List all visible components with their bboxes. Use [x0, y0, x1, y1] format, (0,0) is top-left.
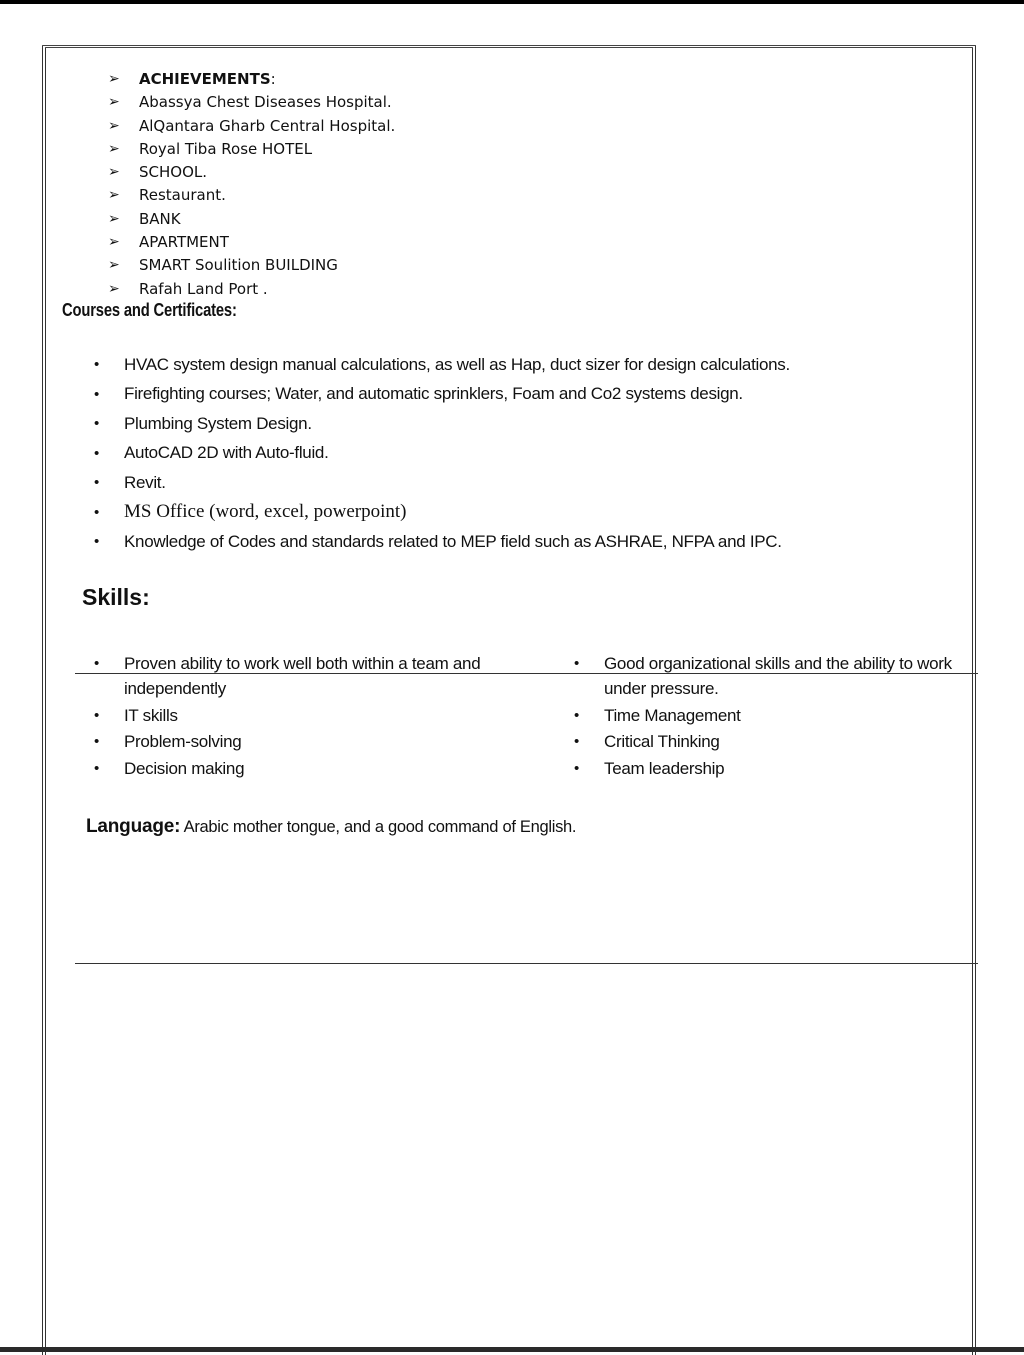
round-bullet-icon: •: [94, 356, 99, 374]
skills-heading: Skills:: [82, 584, 150, 610]
course-item: [90, 498, 790, 528]
skills-left-column: [90, 651, 484, 782]
achievements-heading-text: ACHIEVEMENTS: [139, 70, 271, 88]
course-item: [90, 527, 790, 557]
round-bullet-icon: •: [94, 385, 99, 403]
course-item: [90, 380, 790, 410]
viewer-top-bar: [0, 0, 1024, 4]
achievement-text: Rafah Land Port .: [139, 279, 268, 298]
achievements-heading-colon: :: [270, 70, 276, 88]
achievement-item: [108, 184, 395, 207]
achievement-text: AlQantara Gharb Central Hospital.: [139, 116, 396, 135]
skill-text: Proven ability to work well both within a team and independently: [124, 654, 481, 698]
achievement-text: Royal Tiba Rose HOTEL: [139, 139, 313, 158]
language-label: Language:: [86, 816, 181, 837]
skill-text: IT skills: [124, 705, 178, 725]
round-bullet-icon: •: [94, 444, 99, 462]
course-item: [90, 350, 790, 380]
skill-text: Team leadership: [604, 758, 725, 778]
achievement-text: SMART Soulition BUILDING: [139, 256, 338, 275]
achievement-text: APARTMENT: [139, 233, 229, 252]
course-text: Plumbing System Design.: [124, 413, 312, 433]
round-bullet-icon: •: [94, 759, 99, 777]
arrowhead-bullet-icon: ➢: [108, 280, 120, 297]
section-divider: [75, 673, 978, 674]
round-bullet-icon: •: [94, 533, 99, 551]
section-divider: [75, 963, 978, 964]
skill-item: [90, 703, 484, 728]
courses-list: [90, 350, 790, 557]
arrowhead-bullet-icon: ➢: [108, 117, 120, 134]
language-line: [86, 816, 576, 838]
course-text: AutoCAD 2D with Auto-fluid.: [124, 443, 329, 463]
course-text: Firefighting courses; Water, and automatic sprinklers, Foam and Co2 systems design.: [124, 384, 743, 404]
skill-item: [570, 651, 964, 701]
course-text: Knowledge of Codes and standards related to MEP field such as ASHRAE, NFPA and IPC.: [124, 531, 782, 551]
round-bullet-icon: •: [94, 733, 99, 750]
arrowhead-bullet-icon: ➢: [108, 210, 120, 227]
courses-heading: Courses and Certificates:: [62, 300, 237, 320]
achievement-text: Abassya Chest Diseases Hospital.: [139, 93, 392, 112]
skill-item: [570, 703, 964, 728]
skill-item: [90, 651, 484, 701]
viewer-bottom-bar: [0, 1347, 1024, 1352]
round-bullet-icon: •: [94, 706, 99, 724]
round-bullet-icon: •: [574, 733, 579, 750]
skill-text: Problem-solving: [124, 732, 242, 751]
round-bullet-icon: •: [94, 415, 99, 433]
arrowhead-bullet-icon: ➢: [108, 164, 120, 181]
round-bullet-icon: •: [94, 474, 99, 492]
achievements-heading: [108, 68, 395, 91]
round-bullet-icon: •: [94, 503, 99, 521]
achievement-item: [108, 254, 395, 277]
course-item: [90, 439, 790, 469]
round-bullet-icon: •: [574, 655, 579, 672]
arrowhead-bullet-icon: ➢: [108, 234, 120, 251]
language-text: Arabic mother tongue, and a good command of English.: [183, 818, 577, 836]
course-text: Revit.: [124, 472, 166, 492]
course-item: [90, 409, 790, 439]
skills-right-column: [570, 651, 964, 782]
achievement-item: [108, 138, 395, 161]
skill-text: Decision making: [124, 758, 245, 778]
arrowhead-bullet-icon: ➢: [108, 257, 120, 274]
round-bullet-icon: •: [94, 655, 99, 672]
course-item: [90, 468, 790, 498]
skill-text: Time Management: [604, 705, 741, 725]
achievements-list: [108, 68, 395, 301]
arrowhead-bullet-icon: ➢: [108, 94, 120, 111]
skill-item: [90, 756, 484, 781]
achievement-item: [108, 91, 395, 114]
skill-item: [570, 729, 964, 754]
skill-item: [90, 729, 484, 754]
achievement-item: [108, 278, 395, 301]
arrowhead-bullet-icon: ➢: [108, 140, 120, 157]
achievement-item: [108, 208, 395, 231]
skill-text: Good organizational skills and the ability to work under pressure.: [604, 654, 952, 698]
course-text: HVAC system design manual calculations, as well as Hap, duct sizer for design calculations.: [124, 354, 790, 374]
achievement-text: Restaurant.: [139, 186, 226, 205]
achievement-item: [108, 231, 395, 254]
arrowhead-bullet-icon: ➢: [108, 71, 120, 87]
achievement-text: SCHOOL.: [139, 163, 208, 182]
round-bullet-icon: •: [574, 759, 579, 777]
round-bullet-icon: •: [574, 706, 579, 724]
achievement-item: [108, 161, 395, 184]
achievement-item: [108, 115, 395, 138]
skill-text: Critical Thinking: [604, 732, 720, 751]
achievement-text: BANK: [139, 209, 181, 228]
arrowhead-bullet-icon: ➢: [108, 187, 120, 204]
course-text: MS Office (word, excel, powerpoint): [124, 501, 407, 523]
skill-item: [570, 756, 964, 781]
